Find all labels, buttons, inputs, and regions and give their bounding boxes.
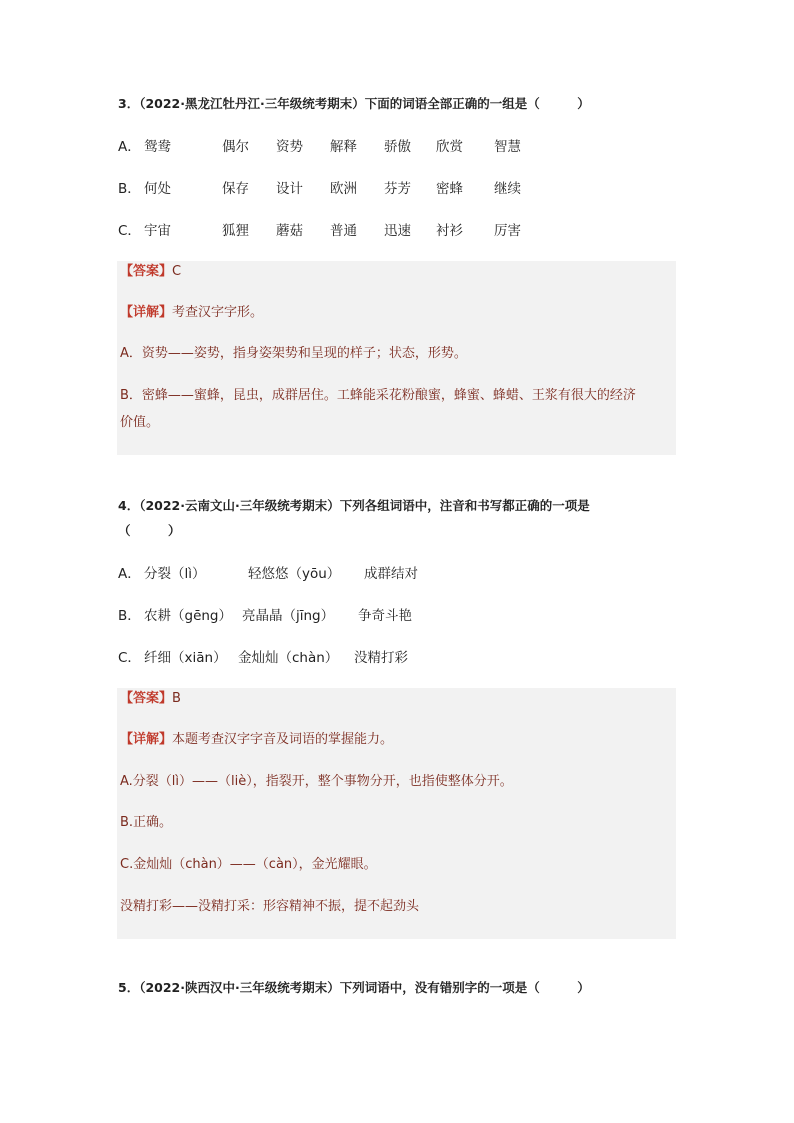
option-label: C． xyxy=(118,223,141,239)
question-4-option-c[interactable] xyxy=(118,648,678,668)
word: 保存 xyxy=(222,181,249,197)
explanation-line: C.金灿灿（chàn）——（càn），金光耀眼。 xyxy=(120,857,377,872)
word: 轻悠悠（yōu） xyxy=(248,566,341,582)
question-4-answer-box xyxy=(117,688,676,939)
word: 衬衫 xyxy=(436,223,463,239)
word: 没精打彩 xyxy=(354,650,408,666)
question-3-option-c[interactable] xyxy=(118,221,678,241)
word: 厉害 xyxy=(494,223,521,239)
word: 争奇斗艳 xyxy=(358,608,412,624)
word: 鸳鸯 xyxy=(144,139,171,155)
option-label: A． xyxy=(118,566,141,582)
word: 农耕（gēng） xyxy=(144,608,233,624)
explanation-line: B．密蜂——蜜蜂，昆虫，成群居住。工蜂能采花粉酿蜜，蜂蜜、蜂蜡、王浆有很大的经济 xyxy=(120,388,636,403)
word: 蘑菇 xyxy=(276,223,303,239)
explanation-line: 价值。 xyxy=(120,415,160,430)
word: 狐狸 xyxy=(222,223,249,239)
word: 金灿灿（chàn） xyxy=(238,650,339,666)
option-label: C． xyxy=(118,650,141,666)
word: 普通 xyxy=(330,223,357,239)
word: 纤细（xiān） xyxy=(144,650,227,666)
word: 继续 xyxy=(494,181,521,197)
detail-lead: 考查汉字字形。 xyxy=(172,305,264,320)
word: 欧洲 xyxy=(330,181,357,197)
word: 设计 xyxy=(276,181,303,197)
word: 智慧 xyxy=(494,139,521,155)
explanation-line: 没精打彩——没精打采：形容精神不振，提不起劲头 xyxy=(120,899,420,914)
question-4-stem-cont: （ ） xyxy=(118,523,181,538)
explanation-line: A．资势——姿势，指身姿架势和呈现的样子；状态，形势。 xyxy=(120,346,467,361)
question-4-stem: 4．（2022·云南文山·三年级统考期末）下列各组词语中，注音和书写都正确的一项是 xyxy=(118,498,590,513)
answer-value: B xyxy=(172,691,181,706)
option-label: B． xyxy=(118,608,141,624)
word: 密蜂 xyxy=(436,181,463,197)
detail-lead: 本题考查汉字字音及词语的掌握能力。 xyxy=(172,732,394,747)
answer-tag: 【答案】 xyxy=(120,264,173,279)
option-label: A． xyxy=(118,139,141,155)
word: 何处 xyxy=(144,181,171,197)
answer-line xyxy=(120,258,672,286)
word: 亮晶晶（jīng） xyxy=(242,608,335,624)
word: 偶尔 xyxy=(222,139,249,155)
word: 资势 xyxy=(276,139,303,155)
detail-tag: 【详解】 xyxy=(120,732,173,747)
question-3-option-b[interactable] xyxy=(118,179,678,199)
word: 宇宙 xyxy=(144,223,171,239)
detail-tag: 【详解】 xyxy=(120,305,173,320)
question-3-answer-box xyxy=(117,261,676,455)
word: 骄傲 xyxy=(384,139,411,155)
word: 解释 xyxy=(330,139,357,155)
question-3-stem: 3．（2022·黑龙江牡丹江·三年级统考期末）下面的词语全部正确的一组是（ ） xyxy=(118,96,590,111)
detail-line xyxy=(120,726,672,754)
word: 成群结对 xyxy=(364,566,418,582)
question-4-option-b[interactable] xyxy=(118,606,678,626)
question-5-stem: 5．（2022·陕西汉中·三年级统考期末）下列词语中，没有错别字的一项是（ ） xyxy=(118,980,590,995)
word: 分裂（lì） xyxy=(144,566,206,582)
question-3-option-a[interactable] xyxy=(118,137,678,157)
explanation-line: B.正确。 xyxy=(120,815,173,830)
word: 迅速 xyxy=(384,223,411,239)
answer-line xyxy=(120,685,672,713)
question-4-option-a[interactable] xyxy=(118,564,678,584)
option-label: B． xyxy=(118,181,141,197)
answer-value: C xyxy=(172,264,182,279)
detail-line xyxy=(120,299,672,327)
word: 芬芳 xyxy=(384,181,411,197)
word: 欣赏 xyxy=(436,139,463,155)
explanation-line: A.分裂（lì）——（liè），指裂开，整个事物分开，也指使整体分开。 xyxy=(120,774,513,789)
answer-tag: 【答案】 xyxy=(120,691,173,706)
